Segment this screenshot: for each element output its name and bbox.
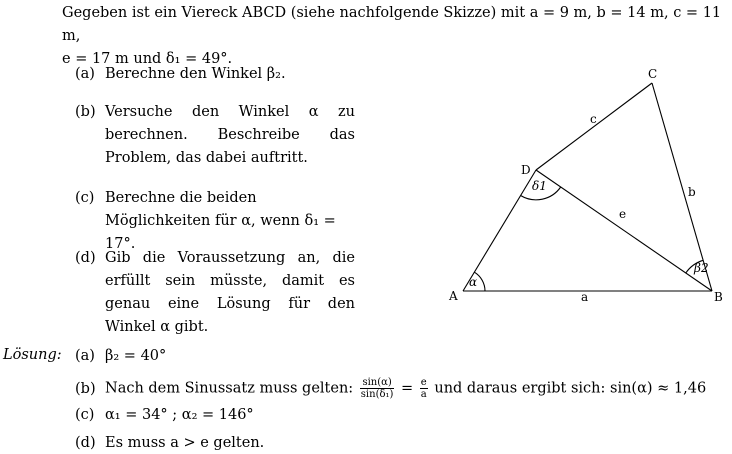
solution-d	[75, 434, 264, 452]
problem-line-2: e = 17 m und δ₁ = 49°.	[62, 51, 233, 67]
solution-text-after: und daraus ergibt sich: sin(α) ≈ 1,46	[434, 380, 707, 397]
solution-label: (c)	[75, 407, 95, 423]
fraction-denominator: a	[420, 389, 427, 400]
task-label: (b)	[75, 104, 96, 120]
problem-line-1: Gegeben ist ein Viereck ABCD (siehe nachfolgende Skizze) mit a = 9 m, b = 14 m, c = 11 m,	[62, 5, 722, 44]
task-label: (d)	[75, 250, 96, 266]
side-c	[536, 83, 652, 170]
side-d	[463, 170, 536, 291]
angle-delta1-label: δ1	[532, 179, 547, 193]
side-b-label: b	[688, 185, 696, 199]
solution-a	[75, 347, 166, 365]
diagonal-e-label: e	[619, 207, 627, 221]
fraction-side-ratio	[420, 377, 428, 400]
solution-label: (b)	[75, 380, 96, 397]
task-label: (c)	[75, 190, 95, 206]
angle-beta2-label: β2	[694, 261, 709, 275]
task-text: Gib die Voraussetzung an, die erfüllt sein müsste, damit es genau eine Lösung für den Winkel α gibt.	[105, 250, 355, 335]
vertex-d-label: D	[521, 163, 531, 177]
solution-text: α₁ = 34° ; α₂ = 146°	[105, 407, 254, 423]
side-c-label: c	[590, 112, 597, 126]
fraction-denominator: sin(δ₁)	[360, 389, 394, 400]
solution-label: (a)	[75, 348, 95, 364]
vertex-b-label: B	[714, 290, 723, 304]
solution-c	[75, 406, 254, 424]
vertex-c-label: C	[648, 67, 658, 81]
solution-heading: Lösung:	[3, 347, 62, 363]
solution-text-before: Nach dem Sinussatz muss gelten:	[105, 380, 354, 397]
solution-label: (d)	[75, 435, 96, 451]
fraction-numerator: e	[420, 377, 427, 388]
side-a-label: a	[581, 290, 589, 304]
fraction-numerator: sin(α)	[360, 377, 395, 389]
task-text: Berechne den Winkel β₂.	[105, 66, 286, 82]
solution-text: β₂ = 40°	[105, 348, 167, 364]
solution-text: Es muss a > e gelten.	[105, 435, 265, 451]
task-text: Berechne die beiden Möglichkeiten für α, wenn δ₁ = 17°.	[105, 190, 336, 252]
equals-sign: =	[401, 380, 414, 397]
fraction-sine-ratio	[360, 377, 395, 400]
vertex-a-label: A	[449, 289, 458, 303]
solution-b	[75, 377, 706, 400]
angle-alpha-label: α	[469, 275, 478, 289]
task-label: (a)	[75, 66, 95, 82]
task-text: Versuche den Winkel α zu berechnen. Beschreibe das Problem, das dabei auftritt.	[105, 104, 355, 166]
